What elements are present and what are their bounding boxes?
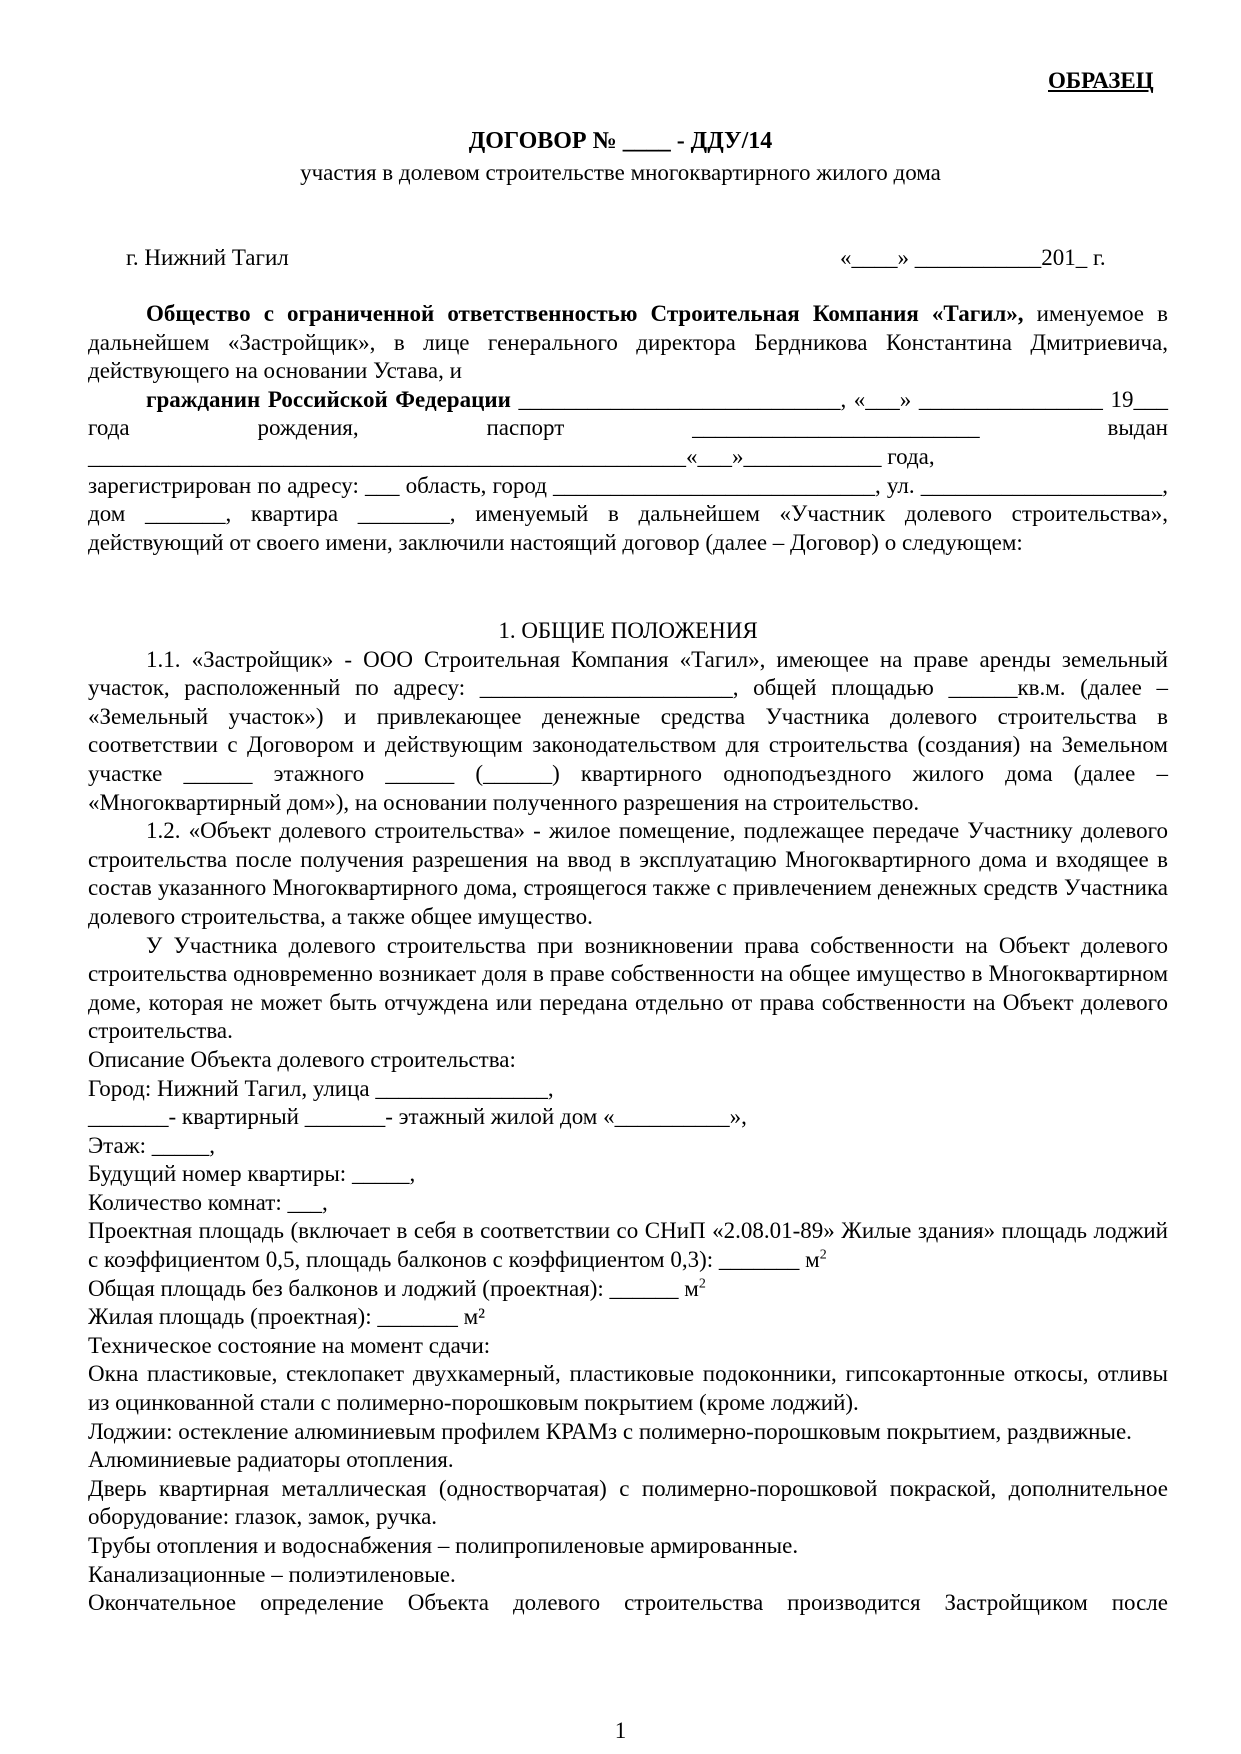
- object-house: _______- квартирный _______- этажный жилой дом «__________»,: [88, 1104, 747, 1130]
- tech-sewer: Канализационные – полиэтиленовые.: [88, 1561, 456, 1587]
- object-living-area: Жилая площадь (проектная): _______ м²: [88, 1304, 486, 1330]
- company-name: Общество с ограниченной ответственностью Строительная Компания «Тагил»,: [146, 301, 1024, 326]
- object-description-heading: Описание Объекта долевого строительства:: [88, 1046, 516, 1072]
- clause-1-1: 1.1. «Застройщик» - ООО Строительная Компания «Тагил», имеющее на праве аренды земельный участок, расположенный по адресу: ______________________, общей площадью ______кв.м. (далее – «Земельный участок») и привлекающее денежные средства Участника долевого строительства в соответствии с Договором и действующим законодательством для строительства (создания) на Земельном участке ______ этажного ______ (______) квартирного одноподъездного жилого дома (далее – «Многоквартирный дом»), на основании полученного разрешения на строительство.: [88, 646, 1168, 815]
- contract-subtitle: участия в долевом строительстве многоквартирного жилого дома: [300, 160, 941, 185]
- clause-1-2: 1.2. «Объект долевого строительства» - жилое помещение, подлежащее передаче Участнику долевого строительства после получения разрешения на ввод в эксплуатацию Многоквартирного дома и входящее в состав указанного Многоквартирного дома, строящегося также с привлечением денежных средств Участника долевого строительства, а также общее имущество.: [88, 818, 1168, 929]
- object-total-area: Общая площадь без балконов и лоджий (проектная): ______ $м^2$: [88, 1275, 706, 1301]
- tech-state-heading: Техническое состояние на момент сдачи:: [88, 1332, 491, 1358]
- parties-block: [88, 300, 1168, 557]
- section-heading: 1. ОБЩИЕ ПОЛОЖЕНИЯ: [498, 618, 758, 643]
- object-floor: Этаж: _____,: [88, 1132, 216, 1158]
- object-project-area: Проектная площадь (включает в себя в соответствии со СНиП «2.08.01-89» Жилые здания» площадь лоджий с коэффициентом 0,5, площадь балконов с коэффициентом 0,3): _______ $м^2$: [88, 1218, 1168, 1273]
- citizen-details: ____________________________, «___» ________________ 19___ года рождения, паспорт _________________________ выдан ____________________________________________________«___»____________ года,: [88, 386, 1168, 469]
- tech-windows: Окна пластиковые, стеклопакет двухкамерный, пластиковые подоконники, гипсокартонные откосы, отливы из оцинкованной стали с полимерно-порошковым покрытием (кроме лоджий).: [88, 1361, 1168, 1416]
- tech-radiators: Алюминиевые радиаторы отопления.: [88, 1447, 454, 1473]
- citizen-paragraph: [88, 386, 1168, 472]
- company-paragraph: [88, 300, 1168, 386]
- final-definition-line: Окончательное определение Объекта долевого строительства производится Застройщиком после: [88, 1590, 1168, 1616]
- section-1: [88, 617, 1168, 1618]
- citizen-lead: гражданин Российской Федерации: [146, 386, 511, 412]
- object-apartment-number: Будущий номер квартиры: _____,: [88, 1161, 416, 1187]
- object-rooms: Количество комнат: ___,: [88, 1189, 328, 1215]
- tech-pipes: Трубы отопления и водоснабжения – полипропиленовые армированные.: [88, 1533, 799, 1558]
- sample-stamp: ОБРАЗЕЦ: [1048, 68, 1154, 93]
- contract-date: «____» ___________201_ г.: [840, 245, 1106, 270]
- tech-door: Дверь квартирная металлическая (одностворчатая) с полимерно-порошковой покраской, дополнительное оборудование: глазок, замок, ручка.: [88, 1475, 1168, 1530]
- tech-loggias: Лоджии: остекление алюминиевым профилем КРАМз с полимерно-порошковым покрытием, раздвижные.: [88, 1418, 1132, 1444]
- superscript-2: 2: [819, 1247, 827, 1263]
- page-number: 1: [614, 1718, 627, 1743]
- company-details: именуемое в дальнейшем «Застройщик», в лице генерального директора Бердникова Константина Дмитриевича, действующего на основании Устава, и: [88, 301, 1168, 384]
- contract-title: ДОГОВОР № ____ - ДДУ/14: [468, 128, 773, 154]
- share-paragraph: У Участника долевого строительства при возникновении права собственности на Объект долевого строительства одновременно возникает доля в праве собственности на общее имущество в Многоквартирном доме, которая не может быть отчуждена или передана отдельно от права собственности на Объект долевого строительства.: [88, 932, 1168, 1044]
- object-city: Город: Нижний Тагил, улица _______________,: [88, 1075, 554, 1101]
- superscript-2: 2: [698, 1276, 706, 1291]
- contract-city: г. Нижний Тагил: [126, 245, 289, 270]
- registration-paragraph: зарегистрирован по адресу: ___ область, город ____________________________, ул. _____________________, дом _______, квартира ________, именуемый в дальнейшем «Участник долевого строительства», действующий от своего имени, заключили настоящий договор (далее – Договор) о следующем:: [88, 472, 1168, 555]
